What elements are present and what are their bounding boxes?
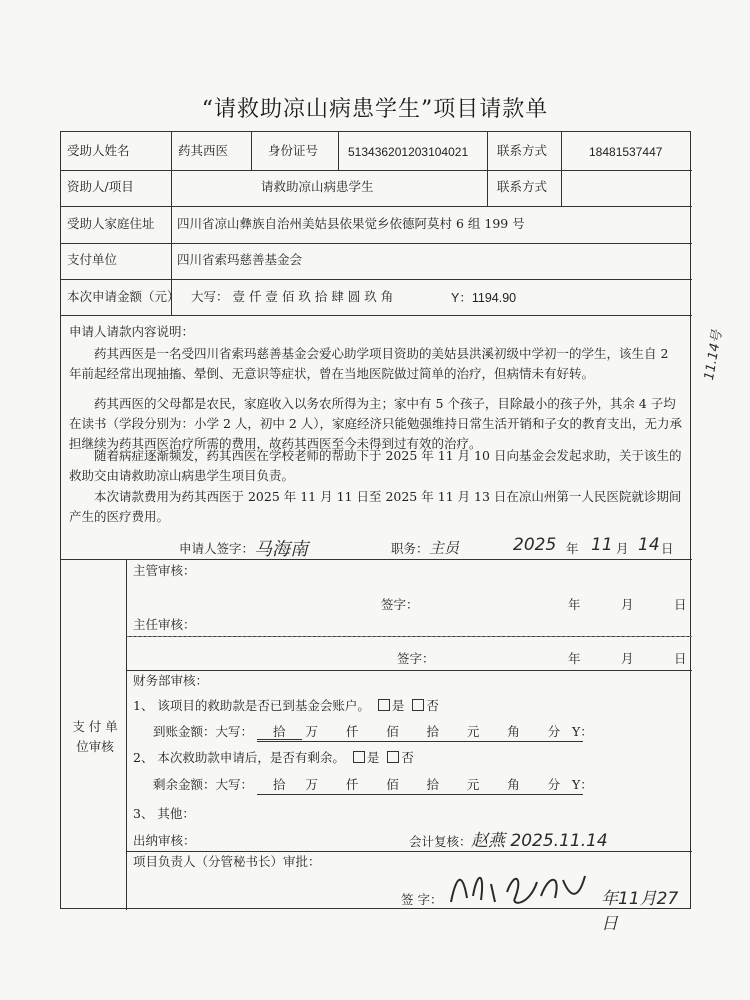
remaining-unit-fen: 分: [547, 777, 561, 792]
leader-signature: [445, 862, 595, 910]
amount-in-words: 大写： 壹 仟 壹 佰 玖 拾 肆 圆 玖 角: [191, 289, 394, 304]
label-sponsor: 资助人/项目: [67, 179, 134, 194]
remaining-unit-wan: 万: [305, 777, 319, 792]
received-unit-bai: 佰: [386, 724, 399, 739]
applicant-day: 日: [661, 541, 674, 556]
sponsor-project: 请救助凉山病患学生: [261, 179, 374, 194]
remaining-unit-shi: 拾: [273, 777, 286, 792]
received-unit-shi: 拾: [257, 724, 302, 740]
no-checkbox-2[interactable]: [387, 751, 399, 763]
finance-other: 3、 其他：: [133, 806, 195, 821]
form-title: “请救助凉山病患学生”项目请款单: [201, 97, 549, 122]
label-payer: 支付单位: [67, 252, 118, 267]
remaining-unit-bai: 佰: [386, 777, 399, 792]
received-unit-qian: 仟: [345, 724, 359, 739]
label-recipient-name: 受助人姓名: [67, 143, 130, 158]
role-handwritten: 主员: [429, 539, 460, 557]
director-day: 日: [674, 651, 687, 666]
applicant-sign-label: 申请人签字：: [179, 541, 255, 556]
no-checkbox-1[interactable]: [412, 699, 424, 711]
phone-number: 18481537447: [589, 145, 663, 159]
received-unit-jiao: 角: [507, 724, 520, 739]
yes-checkbox-1[interactable]: [378, 699, 390, 711]
received-unit-yuan: 元: [466, 724, 480, 739]
label-contact-2: 联系方式: [497, 179, 548, 194]
leader-date-hand: 年11月27日: [601, 889, 679, 934]
margin-note: 11.14号: [701, 329, 726, 382]
received-unit-wan: 万: [305, 724, 319, 739]
director-review-label: 主任审核：: [133, 617, 196, 632]
id-number: 513436201203104021: [348, 145, 469, 159]
role-label: 职务：: [391, 541, 429, 556]
label-address: 受助人家庭住址: [67, 216, 155, 231]
statement-heading: 申请人请款内容说明：: [69, 324, 195, 339]
applicant-year-hand: 2025: [513, 535, 557, 555]
yes-checkbox-2[interactable]: [353, 751, 365, 763]
director-sign-label: 签字：: [397, 651, 435, 666]
accountant-review-label: 会计复核：: [409, 834, 472, 849]
cashier-review-label: 出纳审核：: [133, 833, 196, 848]
label-amount: 本次申请金额（元）: [67, 289, 180, 304]
supervisor-month: 月: [621, 597, 634, 612]
finance-question-1: 1、 该项目的救助款是否已到基金会账户。 是 否: [133, 698, 439, 713]
statement-paragraph-3: 随着病症逐渐频发，药其西医在学校老师的帮助下于 2025 年 11 月 10 日向基金会发起求助，关于该生的救助交由请救助凉山病患学生项目负责。: [69, 448, 682, 483]
label-id-number: 身份证号: [268, 143, 319, 158]
remaining-unit-yuan: 元: [466, 777, 480, 792]
director-year: 年: [568, 651, 581, 666]
remaining-amount-row: 剩余金额：大写： 拾 万 仟 佰 拾 元 角 分 Y：: [153, 777, 593, 792]
applicant-year: 年: [566, 541, 579, 556]
finance-review-label: 财务部审核：: [133, 673, 209, 688]
statement-paragraph-2: 药其西医的父母都是农民，家庭收入以务农所得为主；家中有 5 个孩子，目除最小的孩子外，其余 4 子均在读书（学段分别为：小学 2 人，初中 2 人），家庭经济只能勉强维持日常生活开销和子女的教育支出，无力承担继续为药其西医治疗所需的费用，故药其西医至今未得到过有效的治疗。: [69, 396, 683, 451]
accountant-signature: 赵燕 2025.11.14: [471, 831, 608, 851]
remaining-unit-qian: 仟: [345, 777, 359, 792]
supervisor-sign-label: 签字：: [381, 597, 419, 612]
applicant-signature: 马海南: [254, 539, 308, 560]
supervisor-year: 年: [568, 597, 581, 612]
label-contact: 联系方式: [497, 143, 548, 158]
received-amount-row: 到账金额：大写： 拾 万 仟 佰 拾 元 角 分 Y：: [153, 724, 593, 739]
director-month: 月: [621, 651, 634, 666]
received-unit-fen: 分: [547, 724, 561, 739]
supervisor-review-label: 主管审核：: [133, 563, 196, 578]
applicant-day-hand: 14: [638, 535, 660, 555]
request-form: [60, 131, 691, 934]
received-unit-shi2: 拾: [426, 724, 440, 739]
address: 四川省凉山彝族自治州美姑县依果觉乡依德阿莫村 6 组 199 号: [177, 216, 525, 231]
leader-approval-label: 项目负责人（分管秘书长）审批：: [133, 854, 321, 869]
finance-question-2: 2、 本次救助款申请后，是否有剩余。 是 否: [133, 750, 414, 765]
amount-in-figures: Y：1194.90: [451, 291, 517, 305]
applicant-month-hand: 11: [591, 535, 613, 555]
applicant-month: 月: [616, 541, 629, 556]
statement-paragraph-1: 药其西医是一名受四川省索玛慈善基金会爱心助学项目资助的美姑县洪溪初级中学初一的学生，该生自 2 年前起经常出现抽搐、晕倒、无意识等症状，曾在当地医院做过简单的治疗，但病情未有好转。: [69, 346, 669, 381]
remaining-unit-jiao: 角: [507, 777, 520, 792]
remaining-unit-shi2: 拾: [426, 777, 440, 792]
side-label-payer-review: 支 付 单 位审核: [72, 719, 118, 754]
supervisor-day: 日: [674, 597, 687, 612]
recipient-name: 药其西医: [178, 143, 229, 158]
payer: 四川省索玛慈善基金会: [177, 252, 303, 267]
leader-sign-label: 签 字：: [401, 892, 443, 907]
statement-paragraph-4: 本次请款费用为药其西医于 2025 年 11 月 11 日至 2025 年 11 月 13 日在凉山州第一人民医院就诊期间产生的医疗费用。: [69, 489, 682, 524]
